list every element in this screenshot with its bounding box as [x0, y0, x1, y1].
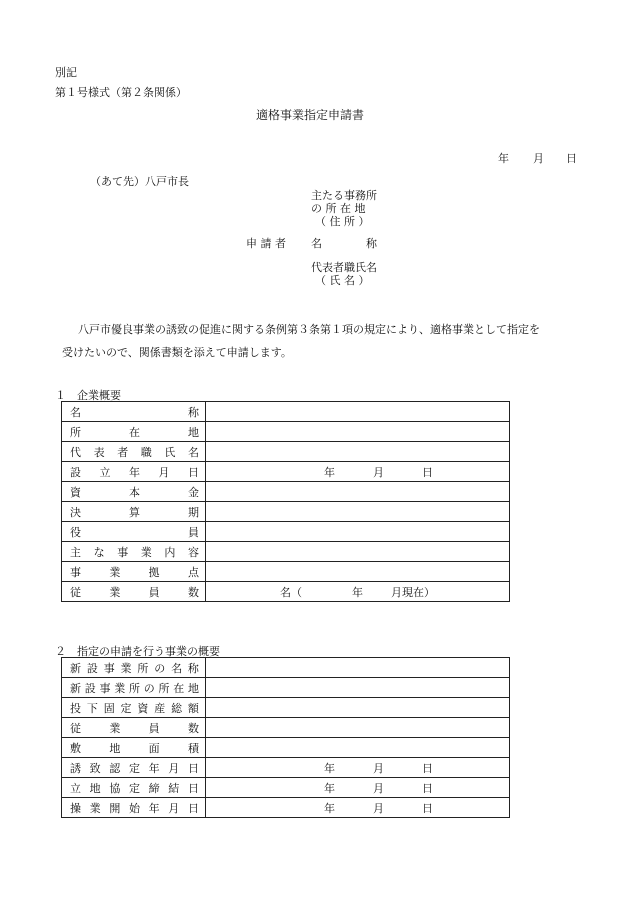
- table-row: [62, 698, 510, 718]
- label-char: 所: [158, 681, 170, 695]
- body-text-line-1: 八戸市優良事業の誘致の促進に関する条例第３条第１項の規定により、適格事業として指定を: [78, 323, 540, 336]
- label-char: 資: [137, 701, 149, 715]
- section2-heading: ２ 指定の申請を行う事業の概要: [55, 645, 220, 658]
- name-label-2: 称: [366, 237, 377, 250]
- label-char: 職: [140, 445, 152, 459]
- value-cell[interactable]: [206, 778, 510, 798]
- row-label: [62, 582, 206, 602]
- label-char: 年: [148, 801, 160, 815]
- as-of-month-label: 月現在）: [391, 585, 435, 599]
- table-row: [62, 462, 510, 482]
- label-char: 地: [188, 425, 199, 439]
- label-char: 業: [89, 801, 101, 815]
- label-char: 員: [148, 721, 160, 735]
- label-char: 日: [187, 781, 199, 795]
- value-cell[interactable]: [206, 442, 510, 462]
- row-label: [62, 798, 206, 818]
- table-row: [62, 758, 510, 778]
- label-char: 氏: [164, 445, 176, 459]
- label-char: 定: [120, 701, 132, 715]
- label-char: 定: [128, 781, 140, 795]
- value-cell[interactable]: [206, 738, 510, 758]
- row-label: [62, 502, 206, 522]
- company-overview-table: [61, 401, 510, 602]
- label-char: 員: [188, 525, 199, 539]
- value-cell[interactable]: [206, 422, 510, 442]
- table-row: [62, 658, 510, 678]
- label-char: 事: [117, 545, 129, 559]
- label-char: 額: [187, 701, 199, 715]
- row-label: [62, 542, 206, 562]
- row-label: [62, 698, 206, 718]
- label-char: 称: [187, 661, 199, 675]
- table-row: [62, 738, 510, 758]
- label-char: 者: [117, 445, 129, 459]
- label-char: 締: [148, 781, 160, 795]
- label-char: 日: [187, 801, 199, 815]
- row-label: [62, 758, 206, 778]
- label-char: 決: [70, 505, 81, 519]
- row-label: [62, 718, 206, 738]
- row-label: [62, 442, 206, 462]
- table-row: [62, 542, 510, 562]
- table-row: [62, 482, 510, 502]
- date-year: 年: [498, 152, 509, 165]
- label-char: 積: [187, 741, 199, 755]
- row-label: [62, 422, 206, 442]
- label-char: 数: [187, 721, 199, 735]
- employee-count-label: 名（: [280, 585, 302, 599]
- label-char: 主: [70, 545, 81, 559]
- date-year-label: 年: [324, 781, 335, 795]
- label-char: 業: [109, 721, 121, 735]
- label-char: 算: [129, 505, 140, 519]
- table-row: [62, 522, 510, 542]
- row-label: [62, 402, 206, 422]
- value-cell[interactable]: [206, 758, 510, 778]
- date-month-label: 月: [373, 781, 384, 795]
- label-char: の: [154, 661, 166, 675]
- label-char: 新: [70, 661, 81, 675]
- office-line-1: 主たる事務所: [311, 189, 377, 202]
- value-cell[interactable]: [206, 698, 510, 718]
- label-char: 業: [120, 661, 132, 675]
- label-char: の: [143, 681, 155, 695]
- label-char: 日: [188, 465, 199, 479]
- table-row: [62, 678, 510, 698]
- date-day-label: 日: [422, 801, 433, 815]
- label-char: 致: [89, 761, 101, 775]
- row-label: [62, 562, 206, 582]
- table-row: [62, 778, 510, 798]
- date-day: 日: [566, 152, 577, 165]
- label-char: 固: [103, 701, 115, 715]
- office-line-2: の 所 在 地: [311, 202, 366, 215]
- label-char: 在: [129, 425, 140, 439]
- date-year-label: 年: [324, 761, 335, 775]
- label-char: 従: [70, 585, 81, 599]
- as-of-year-label: 年: [352, 585, 363, 599]
- label-char: 面: [148, 741, 160, 755]
- label-char: 地: [89, 781, 101, 795]
- table-row: [62, 422, 510, 442]
- value-cell[interactable]: [206, 462, 510, 482]
- value-cell[interactable]: [206, 562, 510, 582]
- date-month: 月: [533, 152, 544, 165]
- value-cell[interactable]: [206, 798, 510, 818]
- table-row: [62, 502, 510, 522]
- label-char: 定: [128, 761, 140, 775]
- label-char: 数: [187, 585, 199, 599]
- label-char: 投: [70, 701, 81, 715]
- project-overview-table: [61, 657, 510, 818]
- label-char: 所: [129, 681, 140, 695]
- label-char: 所: [70, 425, 81, 439]
- label-char: 名: [171, 661, 183, 675]
- table-row: [62, 582, 510, 602]
- annex-label: 別記: [55, 66, 77, 79]
- row-label: [62, 462, 206, 482]
- label-char: 月: [158, 465, 170, 479]
- label-char: 地: [188, 681, 199, 695]
- name-label: 名: [311, 237, 322, 250]
- representative-line-2: （ 氏 名 ）: [315, 274, 370, 287]
- row-label: [62, 778, 206, 798]
- value-cell[interactable]: [206, 522, 510, 542]
- label-char: 名: [70, 405, 81, 419]
- label-char: 立: [99, 465, 111, 479]
- label-char: 事: [99, 681, 111, 695]
- value-cell[interactable]: [206, 402, 510, 422]
- label-char: な: [93, 545, 105, 559]
- table-row: [62, 718, 510, 738]
- date-month-label: 月: [373, 761, 384, 775]
- label-char: 在: [173, 681, 185, 695]
- value-cell[interactable]: [206, 658, 510, 678]
- label-char: 産: [154, 701, 166, 715]
- label-char: 結: [168, 781, 180, 795]
- label-char: 誘: [70, 761, 81, 775]
- label-char: 名: [187, 445, 199, 459]
- value-cell[interactable]: [206, 718, 510, 738]
- row-label: [62, 678, 206, 698]
- label-char: 容: [187, 545, 199, 559]
- form-number: 第１号様式（第２条関係）: [55, 86, 187, 99]
- value-cell[interactable]: [206, 482, 510, 502]
- date-day-label: 日: [422, 465, 433, 479]
- label-char: 設: [70, 465, 81, 479]
- date-day-label: 日: [422, 781, 433, 795]
- date-day-label: 日: [422, 761, 433, 775]
- label-char: 敷: [70, 741, 81, 755]
- label-char: 操: [70, 801, 81, 815]
- value-cell[interactable]: [206, 582, 510, 602]
- table-row: [62, 442, 510, 462]
- label-char: 業: [114, 681, 126, 695]
- date-month-label: 月: [373, 465, 384, 479]
- label-char: 設: [84, 681, 96, 695]
- label-char: 新: [70, 681, 81, 695]
- section1-heading: １ 企業概要: [55, 389, 121, 402]
- label-char: 総: [171, 701, 183, 715]
- label-char: 内: [164, 545, 176, 559]
- label-char: 月: [168, 761, 180, 775]
- row-label: [62, 738, 206, 758]
- addressee: （あて先）八戸市長: [90, 175, 189, 188]
- label-char: 期: [188, 505, 199, 519]
- value-cell[interactable]: [206, 542, 510, 562]
- date-year-label: 年: [324, 465, 335, 479]
- label-char: 下: [86, 701, 98, 715]
- label-char: 員: [148, 585, 160, 599]
- value-cell[interactable]: [206, 502, 510, 522]
- label-char: 事: [103, 661, 115, 675]
- label-char: 点: [187, 565, 199, 579]
- row-label: [62, 482, 206, 502]
- label-char: 金: [188, 485, 199, 499]
- label-char: 拠: [148, 565, 160, 579]
- label-char: 日: [187, 761, 199, 775]
- table-row: [62, 798, 510, 818]
- page-title: 適格事業指定申請書: [256, 108, 365, 122]
- label-char: 開: [109, 801, 121, 815]
- label-char: 年: [148, 761, 160, 775]
- label-char: 資: [70, 485, 81, 499]
- label-char: 称: [188, 405, 199, 419]
- body-text-line-2: 受けたいので、関係書類を添えて申請します。: [62, 346, 292, 359]
- label-char: 業: [109, 585, 121, 599]
- label-char: 年: [129, 465, 140, 479]
- label-char: 認: [109, 761, 121, 775]
- label-char: 始: [128, 801, 140, 815]
- date-year-label: 年: [324, 801, 335, 815]
- label-char: 業: [140, 545, 152, 559]
- table-row: [62, 402, 510, 422]
- label-char: 地: [109, 741, 121, 755]
- label-char: 役: [70, 525, 81, 539]
- row-label: [62, 522, 206, 542]
- label-char: 代: [70, 445, 81, 459]
- date-month-label: 月: [373, 801, 384, 815]
- row-label: [62, 658, 206, 678]
- table-row: [62, 562, 510, 582]
- label-char: 所: [137, 661, 149, 675]
- label-char: 業: [109, 565, 121, 579]
- representative-line-1: 代表者職氏名: [311, 261, 377, 274]
- label-char: 協: [109, 781, 121, 795]
- label-char: 月: [168, 801, 180, 815]
- label-char: 設: [86, 661, 98, 675]
- label-char: 従: [70, 721, 81, 735]
- label-char: 事: [70, 565, 81, 579]
- label-char: 本: [129, 485, 140, 499]
- value-cell[interactable]: [206, 678, 510, 698]
- applicant-label: 申 請 者: [246, 237, 286, 250]
- label-char: 立: [70, 781, 81, 795]
- office-line-3: （ 住 所 ）: [315, 215, 370, 228]
- label-char: 表: [93, 445, 105, 459]
